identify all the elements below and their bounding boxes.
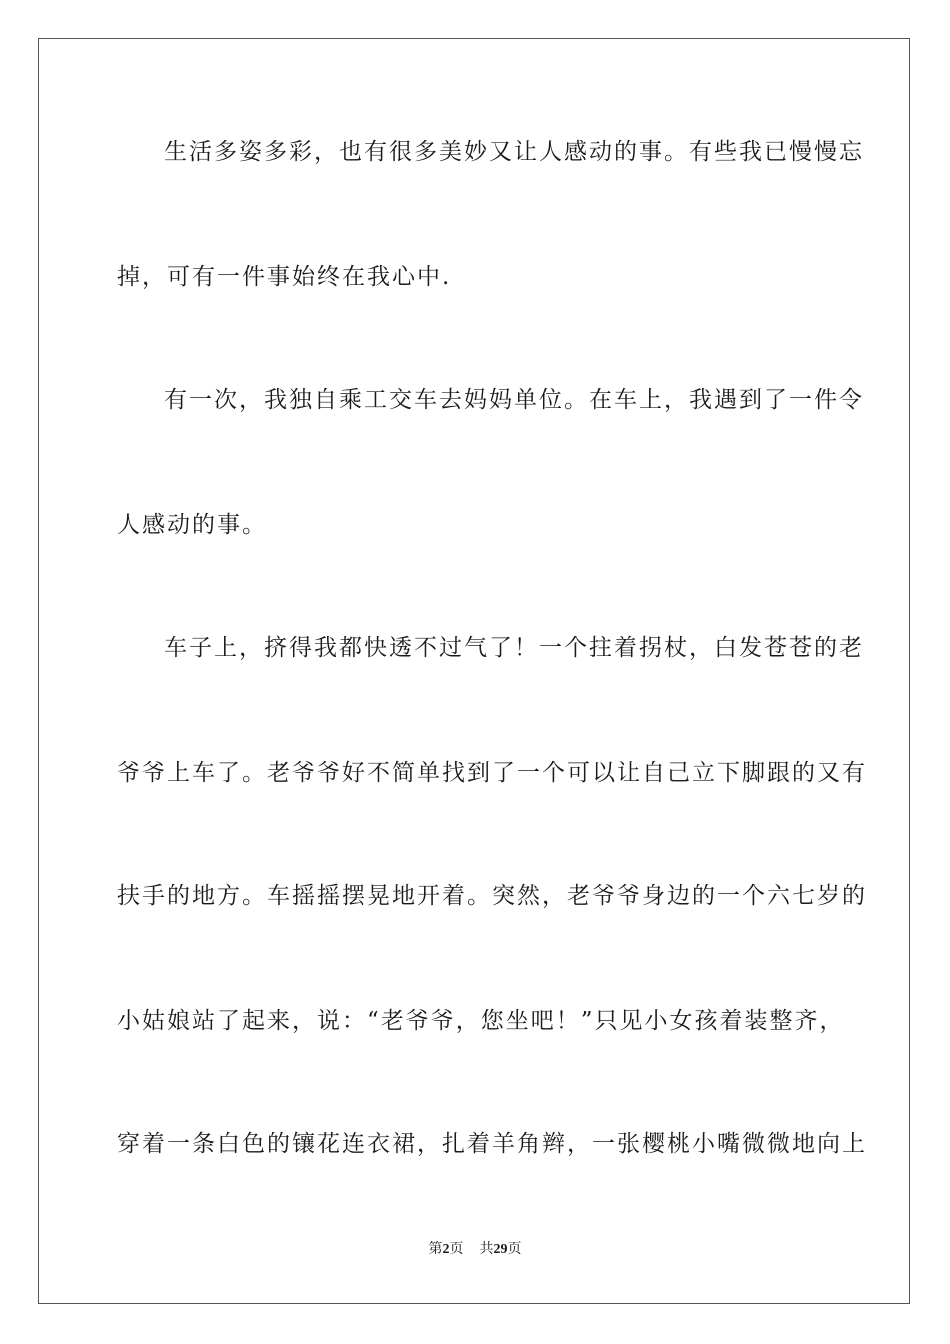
text-line-5: 车子上，挤得我都快透不过气了！一个拄着拐杖，白发苍苍的老	[164, 635, 864, 661]
text-line-9: 穿着一条白色的镶花连衣裙，扎着羊角辫，一张樱桃小嘴微微地向上	[117, 1131, 867, 1157]
text-line-8: 小姑娘站了起来，说：“老爷爷，您坐吧！”只见小女孩着装整齐，	[117, 1008, 845, 1034]
text-line-4: 人感动的事。	[117, 512, 267, 538]
total-suffix: 页	[507, 1241, 522, 1257]
text-line-6: 爷爷上车了。老爷爷好不简单找到了一个可以让自己立下脚跟的又有	[117, 760, 867, 786]
text-line-1: 生活多姿多彩，也有很多美妙又让人感动的事。有些我已慢慢忘	[164, 139, 864, 165]
text-line-7: 扶手的地方。车摇摇摆晃地开着。突然，老爷爷身边的一个六七岁的	[117, 883, 867, 909]
page-border	[38, 38, 910, 1304]
page-prefix: 第	[428, 1241, 443, 1257]
total-prefix: 共	[479, 1241, 494, 1257]
total-pages: 29	[493, 1242, 508, 1257]
page-footer	[0, 1240, 950, 1259]
text-line-2: 掉，可有一件事始终在我心中.	[117, 264, 452, 290]
text-line-3: 有一次，我独自乘工交车去妈妈单位。在车上，我遇到了一件令	[164, 387, 864, 413]
page-suffix: 页	[449, 1241, 464, 1257]
page-number: 2	[442, 1242, 450, 1257]
